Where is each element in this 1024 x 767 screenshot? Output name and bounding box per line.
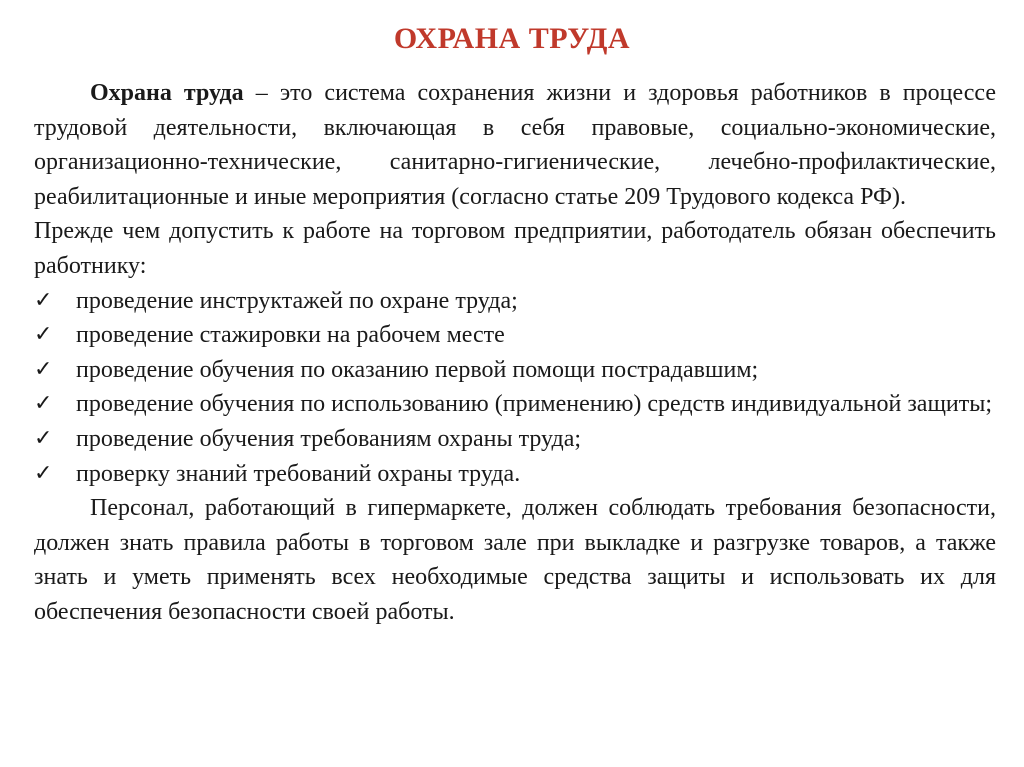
list-item xyxy=(34,318,996,353)
list-item xyxy=(34,284,996,319)
requirements-list xyxy=(34,284,996,492)
definition-term: Охрана труда xyxy=(90,80,244,106)
check-icon: ✓ xyxy=(34,391,53,417)
list-item xyxy=(34,387,996,422)
closing-paragraph: Персонал, работающий в гипермаркете, должен соблюдать требования безопасности, должен знать правила работы в торговом зале при выкладке и разгрузке товаров, а также знать и уметь применять всех необходимые средства защиты и использовать их для обеспечения безопасности своей работы. xyxy=(34,495,996,625)
list-item-text: проведение обучения по использованию (применению) средств индивидуальной защиты; xyxy=(76,391,993,418)
list-item-text: проведение обучения требованиям охраны труда; xyxy=(76,425,582,452)
list-item-text: проведение стажировки на рабочем месте xyxy=(76,322,505,349)
definition-text: – это система сохранения жизни и здоровья работников в процессе трудовой деятельности, включающая в себя правовые, социально-экономические, организационно-технические, санитарно-гигиенические, лечебно-профилактические, реабилитационные и иные мероприятия (согласно статье 209 Трудового кодекса РФ). xyxy=(34,80,996,210)
check-icon: ✓ xyxy=(34,356,53,382)
list-item xyxy=(34,353,996,388)
list-item-text: проведение обучения по оказанию первой помощи пострадавшим; xyxy=(76,356,759,383)
list-item xyxy=(34,422,996,457)
slide-content xyxy=(34,76,996,630)
check-icon: ✓ xyxy=(34,425,53,451)
definition-paragraph xyxy=(34,76,996,214)
list-item-text: проведение инструктажей по охране труда; xyxy=(76,287,518,314)
check-icon: ✓ xyxy=(34,460,53,486)
employer-paragraph: Прежде чем допустить к работе на торговом предприятии, работодатель обязан обеспечить работнику: xyxy=(34,218,996,279)
check-icon: ✓ xyxy=(34,287,53,313)
list-item-text: проверку знаний требований охраны труда. xyxy=(76,460,521,487)
check-icon: ✓ xyxy=(34,322,53,348)
slide-title: ОХРАНА ТРУДА xyxy=(393,22,631,55)
list-item xyxy=(34,457,996,492)
